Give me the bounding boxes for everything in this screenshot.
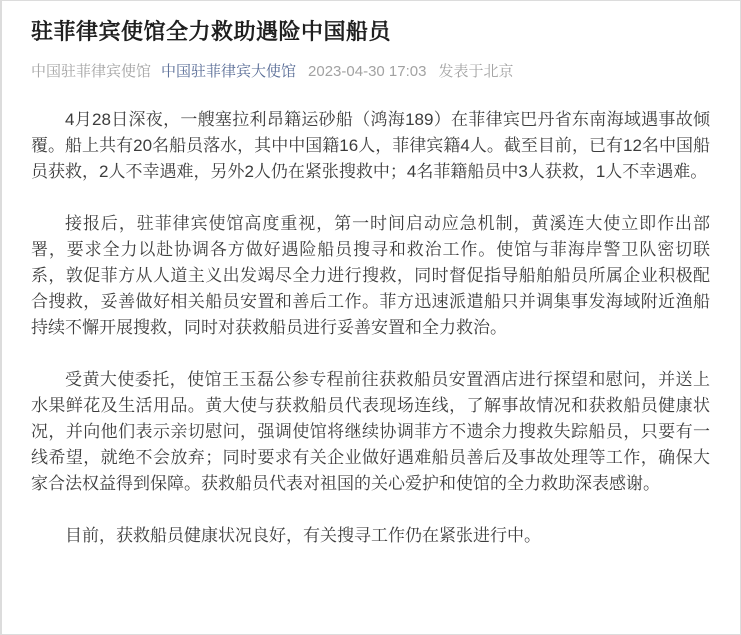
account-name-link[interactable]: 中国驻菲律宾大使馆 xyxy=(161,63,297,80)
publish-time: 2023-04-30 17:03 xyxy=(308,63,427,80)
paragraph-1: 4月28日深夜，一艘塞拉利昂籍运砂船（鸿海189）在菲律宾巴丹省东南海域遇事故倾覆。船上共有20名船员落水，其中中国籍16人，菲律宾籍4人。截至目前，已有12名中国船员获救，2人不幸遇难，另外2人仍在紧张搜救中；4名菲籍船员中3人获救，1人不幸遇难。 xyxy=(31,110,710,181)
paragraph-2: 接报后，驻菲律宾使馆高度重视，第一时间启动应急机制，黄溪连大使立即作出部署，要求全力以赴协调各方做好遇险船员搜寻和救治工作。使馆与菲海岸警卫队密切联系，敦促菲方从人道主义出发竭尽全力进行搜救，同时督促指导船舶船员所属企业积极配合搜救，妥善做好相关船员安置和善后工作。菲方迅速派遣船只并调集事发海域附近渔船持续不懈开展搜救，同时对获救船员进行妥善安置和全力救治。 xyxy=(31,214,710,337)
article-body xyxy=(31,107,710,549)
paragraph-3: 受黄大使委托，使馆王玉磊公参专程前往获救船员安置酒店进行探望和慰问，并送上水果鲜花及生活用品。黄大使与获救船员代表现场连线，了解事故情况和获救船员健康状况，并向他们表示亲切慰问，强调使馆将继续协调菲方不遗余力搜救失踪船员，只要有一线希望，就绝不会放弃；同时要求有关企业做好遇难船员善后及事故处理等工作，确保大家合法权益得到保障。获救船员代表对祖国的关心爱护和使馆的全力救助深表感谢。 xyxy=(31,370,710,493)
source-name: 中国驻菲律宾使馆 xyxy=(31,63,152,80)
paragraph-4: 目前，获救船员健康状况良好，有关搜寻工作仍在紧张进行中。 xyxy=(65,526,541,545)
article-meta xyxy=(31,62,710,82)
page-title: 驻菲律宾使馆全力救助遇险中国船员 xyxy=(31,19,392,44)
publish-location: 发表于北京 xyxy=(438,63,514,80)
